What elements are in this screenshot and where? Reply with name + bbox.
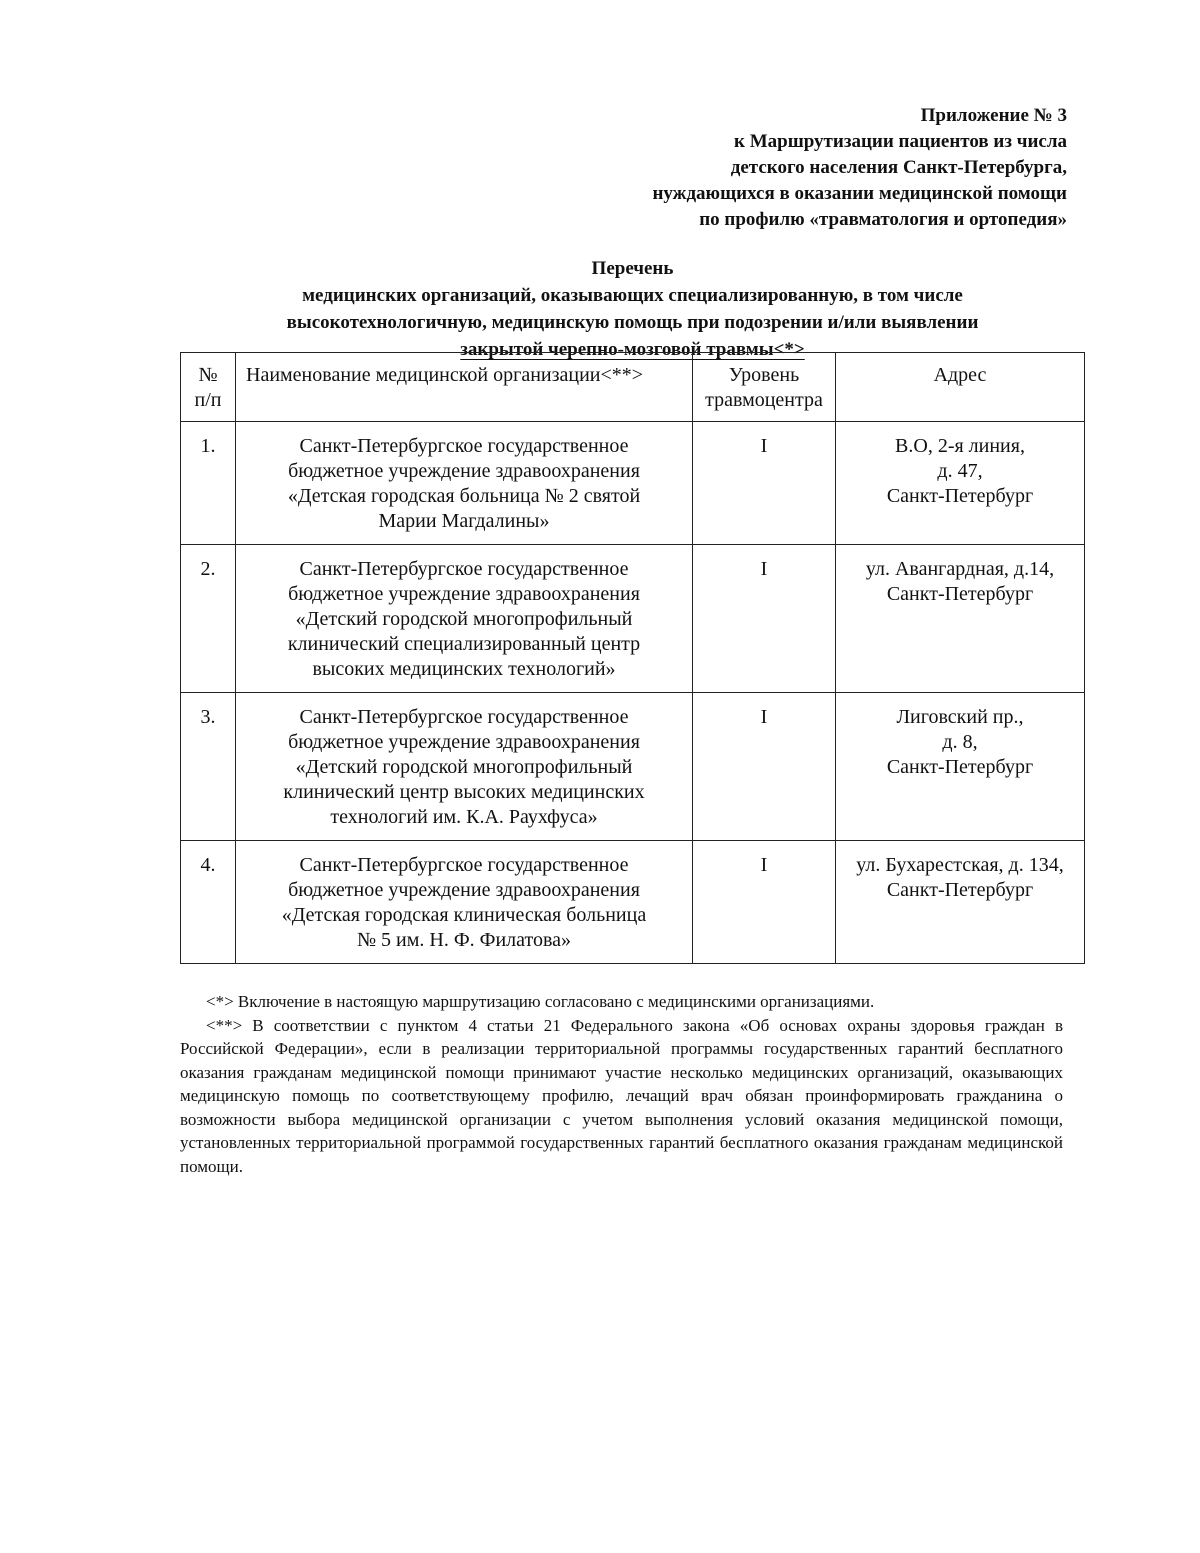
- footnote-single-asterisk: <*> Включение в настоящую маршрутизацию согласовано с медицинскими организациями.: [206, 992, 875, 1011]
- row-level: I: [693, 545, 836, 693]
- header-name: Наименование медицинской организации<**>: [236, 353, 693, 422]
- table-row: [181, 545, 1085, 693]
- header-address: Адрес: [836, 353, 1085, 422]
- row-level: I: [693, 841, 836, 964]
- row-level: I: [693, 693, 836, 841]
- header-number: № п/п: [181, 353, 236, 422]
- document-heading: [180, 255, 1085, 363]
- appendix-line: к Маршрутизации пациентов из числа: [734, 131, 1067, 152]
- row-number: 3.: [181, 693, 236, 841]
- row-level: I: [693, 422, 836, 545]
- appendix-line: по профилю «травматология и ортопедия»: [699, 209, 1067, 230]
- appendix-header: [427, 103, 1067, 233]
- row-org-name: Санкт-Петербургское государственное бюджетное учреждение здравоохранения «Детская городская клиническая больница № 5 им. Н. Ф. Филатова»: [236, 841, 693, 964]
- table-row: [181, 841, 1085, 964]
- footnotes: [180, 990, 1063, 1178]
- heading-line: закрытой черепно-мозговой травмы<*>: [460, 339, 805, 360]
- footnote-double-asterisk: <**> В соответствии с пунктом 4 статьи 21 Федерального закона «Об основах охраны здоровья граждан в Российской Федерации», если в реализации территориальной программы государственных гарантий бесплатного оказания гражданам медицинской помощи принимают участие несколько медицинских организаций, оказывающих медицинскую помощь по соответствующему профилю, лечащий врач обязан проинформировать гражданина о возможности выбора медицинской организации с учетом выполнения условий оказания медицинской помощи, установленных территориальной программой государственных гарантий бесплатного оказания гражданам медицинской помощи.: [180, 1015, 1063, 1176]
- row-number: 1.: [181, 422, 236, 545]
- table-header-row: [181, 353, 1085, 422]
- table-row: [181, 422, 1085, 545]
- heading-line: медицинских организаций, оказывающих специализированную, в том числе: [302, 285, 963, 306]
- heading-line: высокотехнологичную, медицинскую помощь при подозрении и/или выявлении: [286, 312, 979, 333]
- appendix-line: нуждающихся в оказании медицинской помощи: [652, 183, 1067, 204]
- row-org-name: Санкт-Петербургское государственное бюджетное учреждение здравоохранения «Детская городская больница № 2 святой Марии Магдалины»: [236, 422, 693, 545]
- row-number: 4.: [181, 841, 236, 964]
- appendix-number: Приложение № 3: [920, 105, 1067, 126]
- row-address: ул. Авангардная, д.14, Санкт-Петербург: [836, 545, 1085, 693]
- row-number: 2.: [181, 545, 236, 693]
- row-org-name: Санкт-Петербургское государственное бюджетное учреждение здравоохранения «Детский городской многопрофильный клинический центр высоких медицинских технологий им. К.А. Раухфуса»: [236, 693, 693, 841]
- heading-title: Перечень: [591, 258, 674, 279]
- row-address: В.О, 2-я линия, д. 47, Санкт-Петербург: [836, 422, 1085, 545]
- row-address: ул. Бухарестская, д. 134, Санкт-Петербург: [836, 841, 1085, 964]
- header-level: Уровень травмоцентра: [693, 353, 836, 422]
- row-org-name: Санкт-Петербургское государственное бюджетное учреждение здравоохранения «Детский городской многопрофильный клинический специализированный центр высоких медицинских технологий»: [236, 545, 693, 693]
- organizations-table: [180, 352, 1085, 964]
- table-row: [181, 693, 1085, 841]
- row-address: Лиговский пр., д. 8, Санкт-Петербург: [836, 693, 1085, 841]
- appendix-line: детского населения Санкт-Петербурга,: [730, 157, 1067, 178]
